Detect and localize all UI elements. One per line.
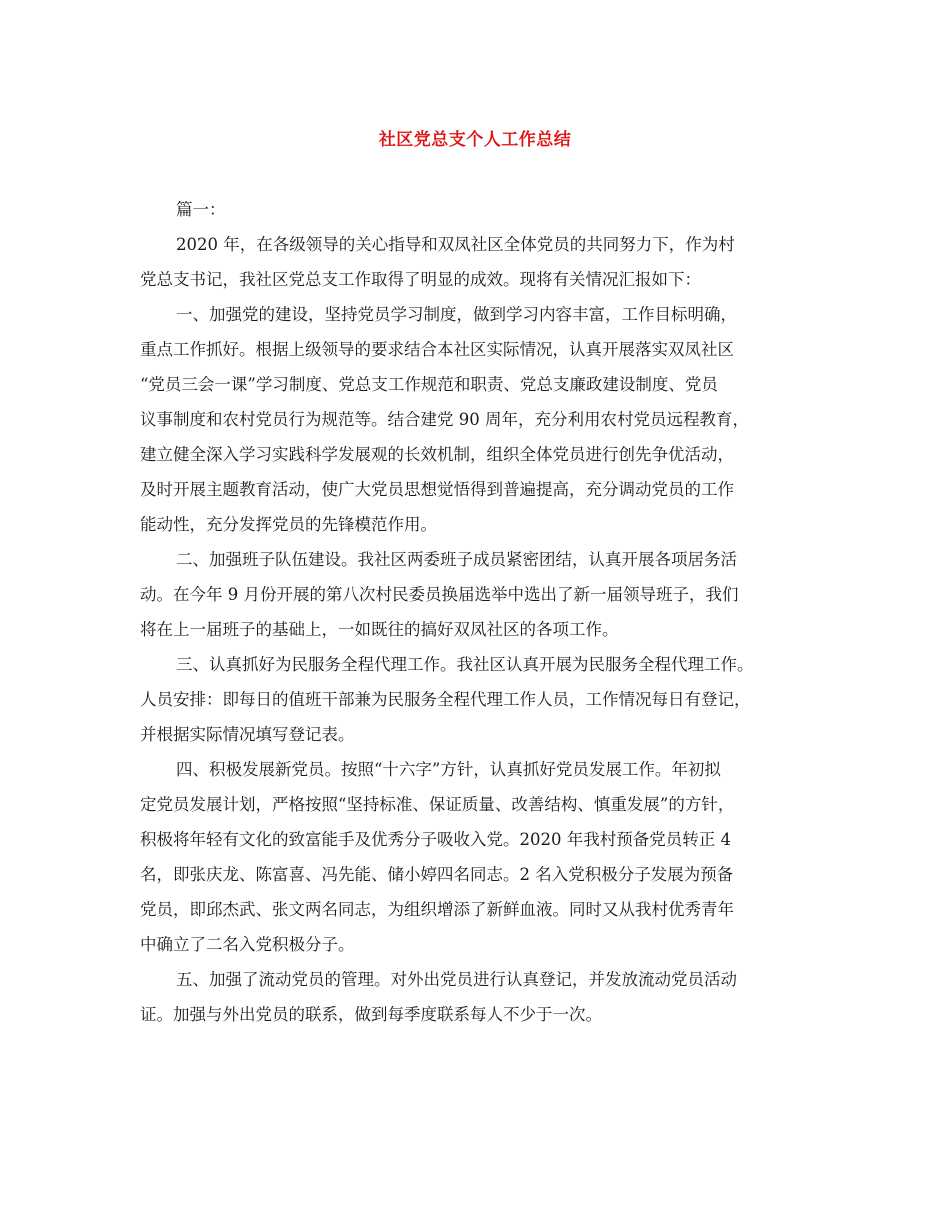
text-line: 定党员发展计划，严格按照“坚持标准、保证质量、改善结构、慎重发展”的方针， [140, 795, 735, 814]
text-line: 及时开展主题教育活动，使广大党员思想觉悟得到普遍提高，充分调动党员的工作 [140, 480, 734, 499]
text-line: 中确立了二名入党积极分子。 [140, 935, 355, 954]
text-line: 四、积极发展新党员。按照“十六字”方针，认真抓好党员发展工作。年初拟 [176, 760, 721, 779]
text-line: 建立健全深入学习实践科学发展观的长效机制，组织全体党员进行创先争优活动， [140, 445, 734, 464]
text-line: 重点工作抓好。根据上级领导的要求结合本社区实际情况，认真开展落实双凤社区 [140, 340, 734, 359]
text-line: 五、加强了流动党员的管理。对外出党员进行认真登记，并发放流动党员活动 [176, 970, 737, 989]
text-line: 议事制度和农村党员行为规范等。结合建党 90 周年，充分利用农村党员远程教育， [140, 410, 749, 429]
document-title: 社区党总支个人工作总结 [378, 130, 572, 150]
text-line: 三、认真抓好为民服务全程代理工作。我社区认真开展为民服务全程代理工作。 [176, 655, 754, 674]
text-line: 动。在今年 9 月份开展的第八次村民委员换届选举中选出了新一届领导班子，我们 [140, 585, 739, 604]
text-line: 人员安排：即每日的值班干部兼为民服务全程代理工作人员，工作情况每日有登记， [140, 690, 751, 709]
text-line: 一、加强党的建设，坚持党员学习制度，做到学习内容丰富，工作目标明确， [176, 305, 737, 324]
text-line: 积极将年轻有文化的致富能手及优秀分子吸收入党。2020 年我村预备党员转正 4 [140, 830, 731, 849]
text-line: 党总支书记，我社区党总支工作取得了明显的成效。现将有关情况汇报如下： [140, 270, 701, 289]
text-line: 篇一： [176, 200, 226, 219]
text-line: 党员，即邱杰武、张文两名同志，为组织增添了新鲜血液。同时又从我村优秀青年 [140, 900, 734, 919]
text-line: 能动性，充分发挥党员的先锋模范作用。 [140, 515, 437, 534]
text-line: 2020 年，在各级领导的关心指导和双凤社区全体党员的共同努力下，作为村 [176, 235, 735, 254]
text-line: 将在上一届班子的基础上，一如既往的搞好双凤社区的各项工作。 [140, 620, 619, 639]
text-line: “党员三会一课”学习制度、党总支工作规范和职责、党总支廉政建设制度、党员 [140, 375, 718, 394]
text-line: 证。加强与外出党员的联系，做到每季度联系每人不少于一次。 [140, 1005, 602, 1024]
text-line: 二、加强班子队伍建设。我社区两委班子成员紧密团结，认真开展各项居务活 [176, 550, 737, 569]
text-line: 名，即张庆龙、陈富喜、冯先能、储小婷四名同志。2 名入党积极分子发展为预备 [140, 865, 734, 884]
text-line: 并根据实际情况填写登记表。 [140, 725, 355, 744]
document-body [140, 192, 825, 1032]
